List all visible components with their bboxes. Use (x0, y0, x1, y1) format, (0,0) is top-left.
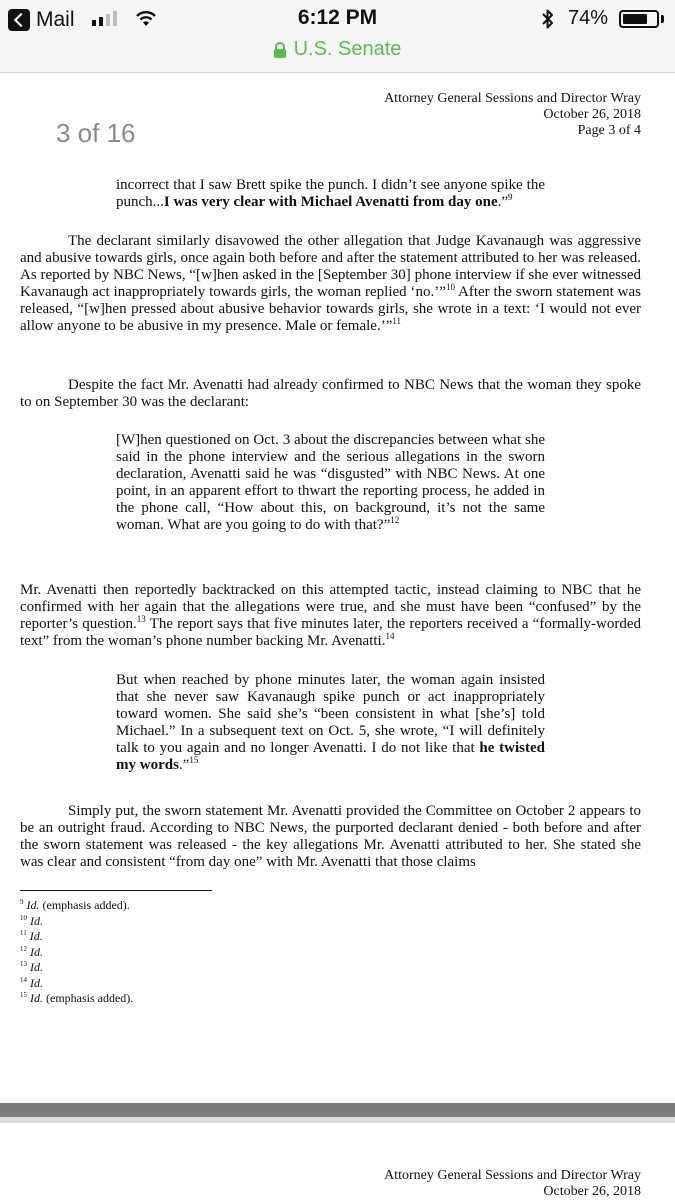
footnote-item (20, 929, 133, 945)
footnote-id: Id. (29, 929, 43, 943)
paragraph-text: Mr. Avenatti then reportedly backtracked on this attempted tactic, instead claiming to NBC that he confirmed with her again that the allegations were true, and she must have been “confused” by the reporter’s question. (20, 582, 641, 632)
footnote-item (20, 914, 133, 930)
status-bar (0, 0, 675, 38)
footnote-number: 9 (20, 898, 24, 906)
paragraph-2 (20, 377, 641, 411)
footnote-text: (emphasis added). (39, 898, 130, 912)
footnote-divider (20, 890, 212, 891)
block-quote-3 (116, 672, 545, 774)
block-quote-2 (116, 432, 545, 534)
header-page: Page 3 of 4 (577, 123, 641, 138)
block-quote-1 (116, 177, 545, 211)
quote-text: incorrect that I saw Brett spike the punch. I didn’t see anyone spike the punch... (116, 177, 545, 210)
footnote-number: 14 (20, 975, 27, 984)
page-separator (0, 1103, 675, 1117)
footnote-ref: 10 (445, 282, 455, 292)
footnote-id: Id. (26, 898, 40, 912)
footnote-number: 15 (20, 991, 27, 999)
paragraph-text: Simply put, the sworn statement Mr. Avenatti provided the Committee on October 2 appears to be an outright fraud. According to NBC News, the purported declarant denied - both before and after the sworn statement was released - the key allegations Mr. Avenatti attributed to her. She stated she was clear and consistent “from day one” with Mr. Avenatti that those claims (20, 803, 641, 870)
footnote-ref: 15 (189, 755, 199, 765)
footnote-item (20, 991, 133, 1007)
quote-tail: .” (497, 194, 509, 210)
footnote-number: 12 (20, 944, 27, 953)
quote-emphasis: he twisted my words (116, 740, 545, 773)
back-app-label: Mail (36, 8, 75, 31)
footnote-item (20, 976, 133, 992)
footnote-text: (emphasis added). (43, 991, 134, 1005)
footnote-number: 10 (20, 913, 27, 922)
bluetooth-icon (540, 7, 556, 31)
header-date: October 26, 2018 (543, 107, 641, 122)
battery-nub (661, 15, 664, 23)
footnote-item (20, 898, 133, 914)
next-page-header (321, 1168, 641, 1200)
battery-percent: 74% (568, 7, 609, 29)
footnote-number: 13 (20, 960, 27, 968)
status-time: 6:12 PM (297, 6, 378, 29)
paragraph-3 (20, 582, 641, 650)
page-separator-shadow (0, 1117, 675, 1123)
paragraph-text: The report says that five minutes later, the reporters received a “formally-worded text” from the woman’s phone number backing Mr. Avenatti. (20, 616, 641, 649)
battery-level-fill (623, 14, 647, 24)
footnote-id: Id. (30, 975, 43, 990)
footnote-ref: 11 (392, 316, 402, 326)
paragraph-text: After the sworn statement was released, “[w]hen pressed about abusive behavior towards girls, she wrote in a text: ‘I would not ever allow anyone to be abusive in my presence. Male or female.’” (20, 284, 642, 334)
footnote-id: Id. (30, 991, 43, 1005)
url-bar[interactable] (0, 38, 675, 73)
footnote-ref: 12 (390, 515, 400, 525)
footnote-ref: 14 (385, 631, 395, 641)
paragraph-text: The declarant similarly disavowed the other allegation that Judge Kavanaugh was aggressive and abusive towards girls, once again both before and after the statement attributed to her was released. As reported by NBC News, “[w]hen asked in the [September 30] phone interview if she ever witnessed Kavanaugh act inappropriately towards girls, the woman replied ‘no.’” (20, 233, 641, 300)
header-line-1: Attorney General Sessions and Director Wray (384, 1168, 641, 1183)
document-header (341, 91, 641, 139)
quote-emphasis: I was very clear with Michael Avenatti from day one (163, 194, 498, 210)
site-name: U.S. Senate (293, 38, 402, 60)
paragraph-4 (20, 803, 641, 871)
battery-icon (619, 10, 659, 28)
header-date: October 26, 2018 (543, 1184, 641, 1199)
footnote-item (20, 945, 133, 961)
footnote-id: Id. (30, 960, 43, 974)
page-counter: 3 of 16 (56, 118, 136, 148)
paragraph-text: Despite the fact Mr. Avenatti had already confirmed to NBC News that the woman they spoke to on September 30 was the declarant: (20, 377, 641, 410)
footnote-item (20, 960, 133, 976)
quote-text: But when reached by phone minutes later, the woman again insisted that she never saw Kavanaugh spike punch or act inappropriately toward women. She said she’s “been consistent in what [she’s] told Michael.” In a subsequent text on Oct. 5, she wrote, “I will definitely talk to you again and no longer Avenatti. I do not like that (116, 672, 545, 756)
footnotes (20, 898, 133, 1007)
paragraph-1 (20, 233, 641, 335)
header-line-1: Attorney General Sessions and Director Wray (384, 91, 641, 106)
footnote-id: Id. (30, 913, 43, 928)
footnote-number: 11 (20, 929, 27, 937)
footnote-id: Id. (30, 944, 43, 959)
footnote-ref: 13 (136, 614, 146, 624)
footnote-ref: 9 (508, 192, 513, 202)
quote-text: [W]hen questioned on Oct. 3 about the discrepancies between what she said in the phone interview and the serious allegations in the sworn declaration, Avenatti said he was “disgusted” with NBC News. At one point, in an apparent effort to thwart the reporting process, he added in the phone call, “How about this, on background, it’s not the same woman. What are you going to do with that?” (116, 432, 545, 533)
lock-icon (274, 42, 286, 58)
quote-tail: .” (178, 757, 190, 773)
